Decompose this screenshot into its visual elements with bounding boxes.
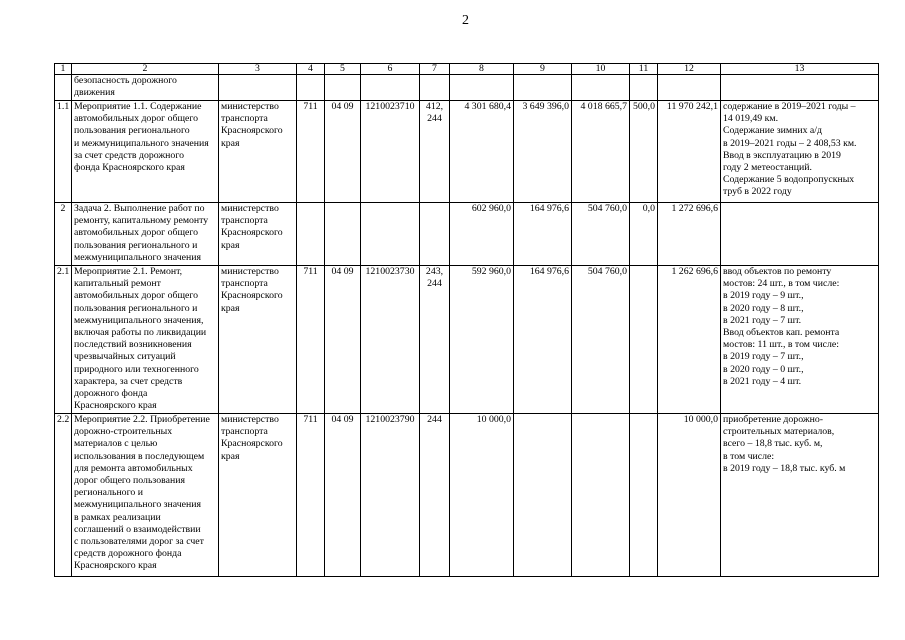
header-cell: 11 <box>630 64 658 75</box>
expense-type-cell: 412, 244 <box>420 101 450 203</box>
amount-cell <box>514 75 572 101</box>
header-cell: 9 <box>514 64 572 75</box>
name-cell: Мероприятие 2.1. Ремонт, капитальный ремонт автомобильных дорог общего пользования регионального и межмуниципального значения, включая работы по ликвидации последствий возникновения чрезвычайных ситуаций природного или техногенного характера, за счет средств дорожного фонда Красноярского края <box>72 266 219 414</box>
executor-cell: министерство транспорта Красноярского края <box>219 414 297 577</box>
section-code-cell: 04 09 <box>325 266 361 414</box>
header-cell: 13 <box>721 64 879 75</box>
amount-cell: 164 976,6 <box>514 203 572 266</box>
amount-cell <box>630 75 658 101</box>
header-cell: 6 <box>361 64 420 75</box>
grbs-code-cell: 711 <box>297 414 325 577</box>
amount-cell <box>630 266 658 414</box>
amount-cell: 4 018 665,7 <box>572 101 630 203</box>
expense-type-cell <box>420 75 450 101</box>
grbs-code-cell: 711 <box>297 101 325 203</box>
header-cell: 3 <box>219 64 297 75</box>
total-cell: 11 970 242,1 <box>658 101 721 203</box>
section-code-cell <box>325 75 361 101</box>
amount-cell: 592 960,0 <box>450 266 514 414</box>
row-number-cell: 1.1 <box>55 101 72 203</box>
header-cell: 2 <box>72 64 219 75</box>
grbs-code-cell <box>297 75 325 101</box>
amount-cell <box>450 75 514 101</box>
total-cell: 10 000,0 <box>658 414 721 577</box>
amount-cell <box>572 75 630 101</box>
expense-type-cell <box>420 203 450 266</box>
amount-cell: 164 976,6 <box>514 266 572 414</box>
name-cell: безопасность дорожного движения <box>72 75 219 101</box>
expense-type-cell: 243, 244 <box>420 266 450 414</box>
amount-cell: 602 960,0 <box>450 203 514 266</box>
expense-type-cell: 244 <box>420 414 450 577</box>
amount-cell: 3 649 396,0 <box>514 101 572 203</box>
executor-cell: министерство транспорта Красноярского края <box>219 266 297 414</box>
amount-cell: 504 760,0 <box>572 266 630 414</box>
table-row <box>55 203 879 266</box>
result-cell: ввод объектов по ремонту мостов: 24 шт., в том числе: в 2019 году – 9 шт., в 2020 году – 8 шт., в 2021 году – 7 шт. Ввод объектов кап. ремонта мостов: 11 шт., в том числе: в 2019 году – 7 шт., в 2020 году – 0 шт., в 2021 году – 4 шт. <box>721 266 879 414</box>
table-row <box>55 266 879 414</box>
header-cell: 8 <box>450 64 514 75</box>
row-number-cell <box>55 75 72 101</box>
header-cell: 12 <box>658 64 721 75</box>
amount-cell: 4 301 680,4 <box>450 101 514 203</box>
name-cell: Мероприятие 2.2. Приобретение дорожно-строительных материалов с целью использования в последующем для ремонта автомобильных дорог общего пользования регионального и межмуниципального значения в рамках реализации соглашений о взаимодействии с пользователями дорог за счет средств дорожного фонда Красноярского края <box>72 414 219 577</box>
grbs-code-cell <box>297 203 325 266</box>
row-number-cell: 2 <box>55 203 72 266</box>
section-code-cell <box>325 203 361 266</box>
executor-cell: министерство транспорта Красноярского края <box>219 203 297 266</box>
header-cell: 7 <box>420 64 450 75</box>
result-cell: содержание в 2019–2021 годы – 14 019,49 км. Содержание зимних а/д в 2019–2021 годы – 2 408,53 км. Ввод в эксплуатацию в 2019 году 2 метеостанций. Содержание 5 водопропускных труб в 2022 году <box>721 101 879 203</box>
table-row <box>55 414 879 577</box>
row-number-cell: 2.2 <box>55 414 72 577</box>
executor-cell <box>219 75 297 101</box>
total-cell <box>658 75 721 101</box>
target-code-cell: 1210023790 <box>361 414 420 577</box>
amount-cell: 504 760,0 <box>572 203 630 266</box>
amount-cell <box>514 414 572 577</box>
amount-cell <box>630 414 658 577</box>
target-code-cell <box>361 75 420 101</box>
table-row <box>55 75 879 101</box>
total-cell: 1 262 696,6 <box>658 266 721 414</box>
column-numbers-row <box>55 64 879 75</box>
total-cell: 1 272 696,6 <box>658 203 721 266</box>
result-cell: приобретение дорожно- строительных материалов, всего – 18,8 тыс. куб. м, в том числе: в 2019 году – 18,8 тыс. куб. м <box>721 414 879 577</box>
target-code-cell <box>361 203 420 266</box>
section-code-cell: 04 09 <box>325 101 361 203</box>
header-cell: 1 <box>55 64 72 75</box>
amount-cell: 0,0 <box>630 203 658 266</box>
target-code-cell: 1210023710 <box>361 101 420 203</box>
header-cell: 10 <box>572 64 630 75</box>
amount-cell: 10 000,0 <box>450 414 514 577</box>
amount-cell <box>572 414 630 577</box>
result-cell <box>721 75 879 101</box>
section-code-cell: 04 09 <box>325 414 361 577</box>
amount-cell: 500,0 <box>630 101 658 203</box>
name-cell: Мероприятие 1.1. Содержание автомобильных дорог общего пользования регионального и межмуниципального значения за счет средств дорожного фонда Красноярского края <box>72 101 219 203</box>
header-cell: 4 <box>297 64 325 75</box>
grbs-code-cell: 711 <box>297 266 325 414</box>
result-cell <box>721 203 879 266</box>
page-number: 2 <box>462 13 469 28</box>
name-cell: Задача 2. Выполнение работ по ремонту, капитальному ремонту автомобильных дорог общего пользования регионального и межмуниципального значения <box>72 203 219 266</box>
table-row <box>55 101 879 203</box>
program-activities-table <box>54 63 879 577</box>
header-cell: 5 <box>325 64 361 75</box>
executor-cell: министерство транспорта Красноярского края <box>219 101 297 203</box>
target-code-cell: 1210023730 <box>361 266 420 414</box>
row-number-cell: 2.1 <box>55 266 72 414</box>
